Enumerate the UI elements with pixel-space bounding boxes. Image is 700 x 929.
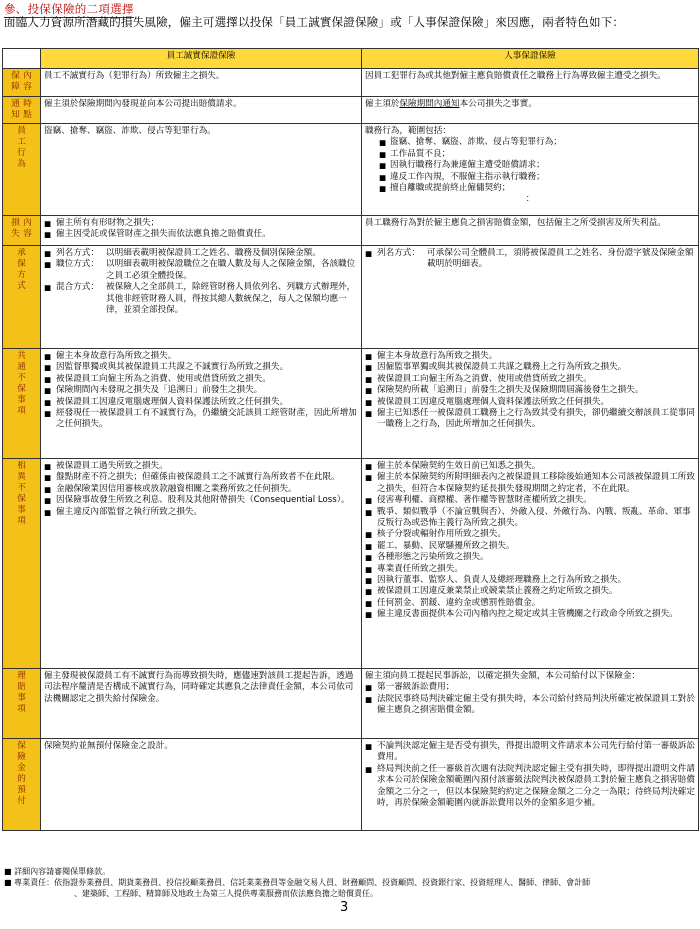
coverage-left: 員工不誠實行為（犯罪行為）所致僱主之損失。 <box>41 69 362 97</box>
list-item: ■ 盤點財產不符之損失；但確係由被保證員工之不誠實行為所致者不在此限。 <box>44 472 358 483</box>
list-item: ■ 法院民事終局判決確定僱主受有損失時，本公司給付終局判決所確定被保證員工對於僱主應負之損害賠償金額。 <box>365 694 695 717</box>
list-item: ■ 專業責任所致之損失。 <box>365 564 695 575</box>
list-item: ■ 侵害專利權、商標權、著作權等智慧財產權所致之損失。 <box>365 495 695 506</box>
list-item: ■ 因保險事故發生所致之利息、股利及其他附帶損失（Consequential Loss）。 <box>44 495 358 506</box>
list-item: ■ 戰爭、類似戰爭（不論宣戰與否）、外敵入侵、外敵行為、內戰、叛亂、革命、軍事反叛行為或恐怖主義行為所致之損失。 <box>365 507 695 530</box>
loss-right: 員工職務行為對於僱主應負之損害賠償金額，包括僱主之所受損害及所失利益。 <box>362 216 699 246</box>
claims-right: 僱主須向員工提起民事訴訟，以確定損失金額，本公司給付以下保險金： ■ 第一審級訴訟費用； ■ 法院民事終局判決確定僱主受有損失時，本公司給付終局判決所確定被保證員工對於僱主應負之損害賠償金額。 <box>362 669 699 739</box>
row-label-notice: 通知 時點 <box>3 97 41 124</box>
coverage-right: 因員工犯罪行為或其他對僱主應負賠償責任之職務上行為導致僱主遭受之損失。 <box>362 69 699 97</box>
list-item: ■ 被保證員工向僱主所為之消費、使用或借貸所致之損失。 <box>365 374 695 385</box>
conduct-left: 盜竊、搶奪、竊盜、詐欺、侵占等犯罪行為。 <box>41 124 362 216</box>
list-item: ■ 經發現任一被保證員工有不誠實行為，仍繼續交託該員工經管財產，因此所增加之任何損失。 <box>44 408 358 431</box>
list-item: ■ 因監督單獨或與其被保證員工共謀之不誠實行為所致之損失。 <box>44 362 358 373</box>
notice-left: 僱主須於保險期間內發現並向本公司提出賠償請求。 <box>41 97 362 124</box>
footnotes <box>4 866 698 899</box>
list-item: ■ 僱主因受託或保管財產之損失而依法應負擔之賠償責任。 <box>44 229 358 240</box>
list-item: ■ 僱主違反內部監督之執行所致之損失。 <box>44 507 358 518</box>
loss-left <box>41 216 362 246</box>
table-header-row <box>3 49 699 69</box>
list-item: ■ 任何罰金、罰鍰、違約金或懲罰性賠償金。 <box>365 598 695 609</box>
footnote-1: ■ 詳細內容請審閱保單條款。 <box>4 867 111 876</box>
specific-exclusions-right <box>362 459 699 669</box>
list-item: ■ 列名方式： 可承保公司全體員工，須將被保證員工之姓名、身份證字號及保險金額載明於明細表。 <box>365 248 695 271</box>
list-item: ■ 被保證員工因違反兼業禁止或競業禁止義務之約定所致之損失。 <box>365 586 695 597</box>
row-label-advance-payment: 保險金的預付 <box>3 739 41 831</box>
row-coverage <box>3 69 699 97</box>
conduct-right: 職務行為，範圍包括： ■ 盜竊、搶奪、竊盜、詐欺、侵占等犯罪行為； ■ 工作品質不良； ■ 因執行職務行為兼連僱主遭受賠償請求； ■ 違反工作內規，不服僱主指示執行職務； ■ 擅自離職或提前終止僱傭契約； ： <box>362 124 699 216</box>
row-label-coverage: 保障 內容 <box>3 69 41 97</box>
list-item: ■ 被保證員工過失所致之損失。 <box>44 461 358 472</box>
row-label-claims: 理賠事項 <box>3 669 41 739</box>
list-item: ■ 僱主所有有形財物之損失； <box>44 218 358 229</box>
section-title: 參、投保保險的二項選擇 <box>4 2 134 16</box>
row-label-common-exclusions: 共通不保事項 <box>3 349 41 459</box>
method-right <box>362 246 699 349</box>
list-item: ■ 僱主於本保險契約生效日前已知悉之損失。 <box>365 461 695 472</box>
list-item: ■ 罷工、暴動、民眾騷擾所致之損失。 <box>365 541 695 552</box>
advance-payment-left: 保險契約並無預付保險金之設計。 <box>41 739 362 831</box>
list-item: ■ 被保證員工向僱主所為之消費、使用或借貸所致之損失。 <box>44 374 358 385</box>
row-loss <box>3 216 699 246</box>
list-item: ■ 保險期間內未發現之損失及「追溯日」前發生之損失。 <box>44 385 358 396</box>
list-item: ■ 終局判決前之任一審級首次遇有法院判決認定僱主受有損失時，即得提出證明文件請求本公司於保險金額範圍內預付該審級法院判決被保證員工對於僱主應負之損害賠償金額之二分之一，但以本保險契約約定之保險金額之二分之一為限；待終局判決確定時，再於保險金額範圍內就訴訟費用以外的金額多退少補。 <box>365 764 695 810</box>
conduct-right-list <box>365 137 695 194</box>
common-exclusions-left <box>41 349 362 459</box>
claims-left: 僱主發現被保證員工有不誠實行為而導致損失時，應儘速對該員工提起告訴，透過司法程序釐清是否構成不誠實行為，同時確定其應負之法律責任金額，本公司依司法機關認定之損失給付保險金。 <box>41 669 362 739</box>
list-item: ■ 工作品質不良； <box>379 149 695 160</box>
row-claims <box>3 669 699 739</box>
advance-payment-right <box>362 739 699 831</box>
intro-paragraph: 面臨人力資源所潛藏的損失風險，僱主可選擇以投保「員工誠實保證保險」或「人事保證保險」來因應，兩者特色如下： <box>4 15 625 29</box>
row-advance-payment <box>3 739 699 831</box>
list-item: ■ 因執行董事、監察人、負責人及總經理職務上之行為所致之損失。 <box>365 575 695 586</box>
list-item: ■ 僱主本身故意行為所致之損失。 <box>365 351 695 362</box>
list-item: ■ 各種形態之污染所致之損失。 <box>365 552 695 563</box>
row-method <box>3 246 699 349</box>
row-label-loss: 損失 內容 <box>3 216 41 246</box>
list-item: ■ 僱主違反書面提供本公司內稽內控之規定或其主管機關之行政命令所致之損失。 <box>365 609 695 620</box>
header-corner <box>3 49 41 69</box>
comparison-table <box>2 48 699 831</box>
footnote-3: 、建築師、工程師、精算師及地政士為第三人提供專業服務而依法應負擔之賠償責任。 <box>74 889 378 898</box>
list-item: ■ 僱主本身故意行為所致之損失。 <box>44 351 358 362</box>
row-label-method: 承保方式 <box>3 246 41 349</box>
notice-right: 僱主須於保險期間內通知本公司損失之事實。 <box>362 97 699 124</box>
list-item: ■ 因執行職務行為兼連僱主遭受賠償請求； <box>379 160 695 171</box>
page-number: 3 <box>340 900 349 915</box>
list-item: ■ 職位方式： 以明細表載明被保證職位之在職人數及每人之保險金額，各該職位之員工必須全體投保。 <box>44 259 358 282</box>
list-item: ■ 僱主於本保險契約所附明細表內之被保證員工移除後始通知本公司該被保證員工所致之損失，但符合本保險契約延長損失發現期間之約定者，不在此限。 <box>365 472 695 495</box>
method-left <box>41 246 362 349</box>
list-item: ■ 被保證員工因違反電腦處理個人資料保護法所致之任何損失。 <box>365 397 695 408</box>
column-header-personnel-guarantee: 人事保證保險 <box>362 49 699 69</box>
list-item: ■ 保險契約所載「追溯日」前發生之損失及保險期間屆滿後發生之損失。 <box>365 385 695 396</box>
list-item: ■ 不論判決認定僱主是否受有損失，得提出證明文件請求本公司先行給付第一審級訴訟費用。 <box>365 741 695 764</box>
row-common-exclusions <box>3 349 699 459</box>
list-item: ■ 列名方式： 以明細表載明被保證員工之姓名、職務及個別保險金額。 <box>44 248 358 259</box>
list-item: ■ 盜竊、搶奪、竊盜、詐欺、侵占等犯罪行為； <box>379 137 695 148</box>
row-conduct <box>3 124 699 216</box>
column-header-employee-fidelity: 員工誠實保證保險 <box>41 49 362 69</box>
list-item: ■ 核子分裂或輻射作用所致之損失。 <box>365 529 695 540</box>
common-exclusions-right <box>362 349 699 459</box>
list-item: ■ 因僱監事單獨或與其被保證員工共謀之職務上之行為所致之損失。 <box>365 362 695 373</box>
row-label-specific-exclusions: 相異不保事項 <box>3 459 41 669</box>
list-item: ■ 違反工作內規，不服僱主指示執行職務； <box>379 172 695 183</box>
list-item: ■ 第一審級訴訟費用； <box>365 682 695 693</box>
list-item: ■ 僱主已知悉任一被保證員工職務上之行為致其受有損失，卻仍繼續交辦該員工從事同一職務上之行為，因此所增加之任何損失。 <box>365 408 695 431</box>
list-item: ■ 金融保險業因信用審核或放款融資相關之業務所致之任何損失。 <box>44 484 358 495</box>
list-item: ■ 混合方式： 被保險人之全部員工，除經管財務人員依列名、列職方式辦理外，其他非經管財務人員，得按其總人數統保之，每人之保額均應一律，並須全部投保。 <box>44 282 358 316</box>
list-item: ■ 擅自離職或提前終止僱傭契約； <box>379 183 695 194</box>
row-specific-exclusions <box>3 459 699 669</box>
specific-exclusions-left <box>41 459 362 669</box>
row-label-conduct: 員工行為 <box>3 124 41 216</box>
row-notice <box>3 97 699 124</box>
footnote-2: ■ 專業責任：依指證券業務員、期貨業務員、投信投顧業務員、信託業業務員等金融交易人員、財務顧問、投資顧問、投資銀行家、投資經理人、醫師、律師、會計師 <box>4 878 591 887</box>
list-item: ■ 被保證員工因違反電腦處理個人資料保護法所致之任何損失。 <box>44 397 358 408</box>
